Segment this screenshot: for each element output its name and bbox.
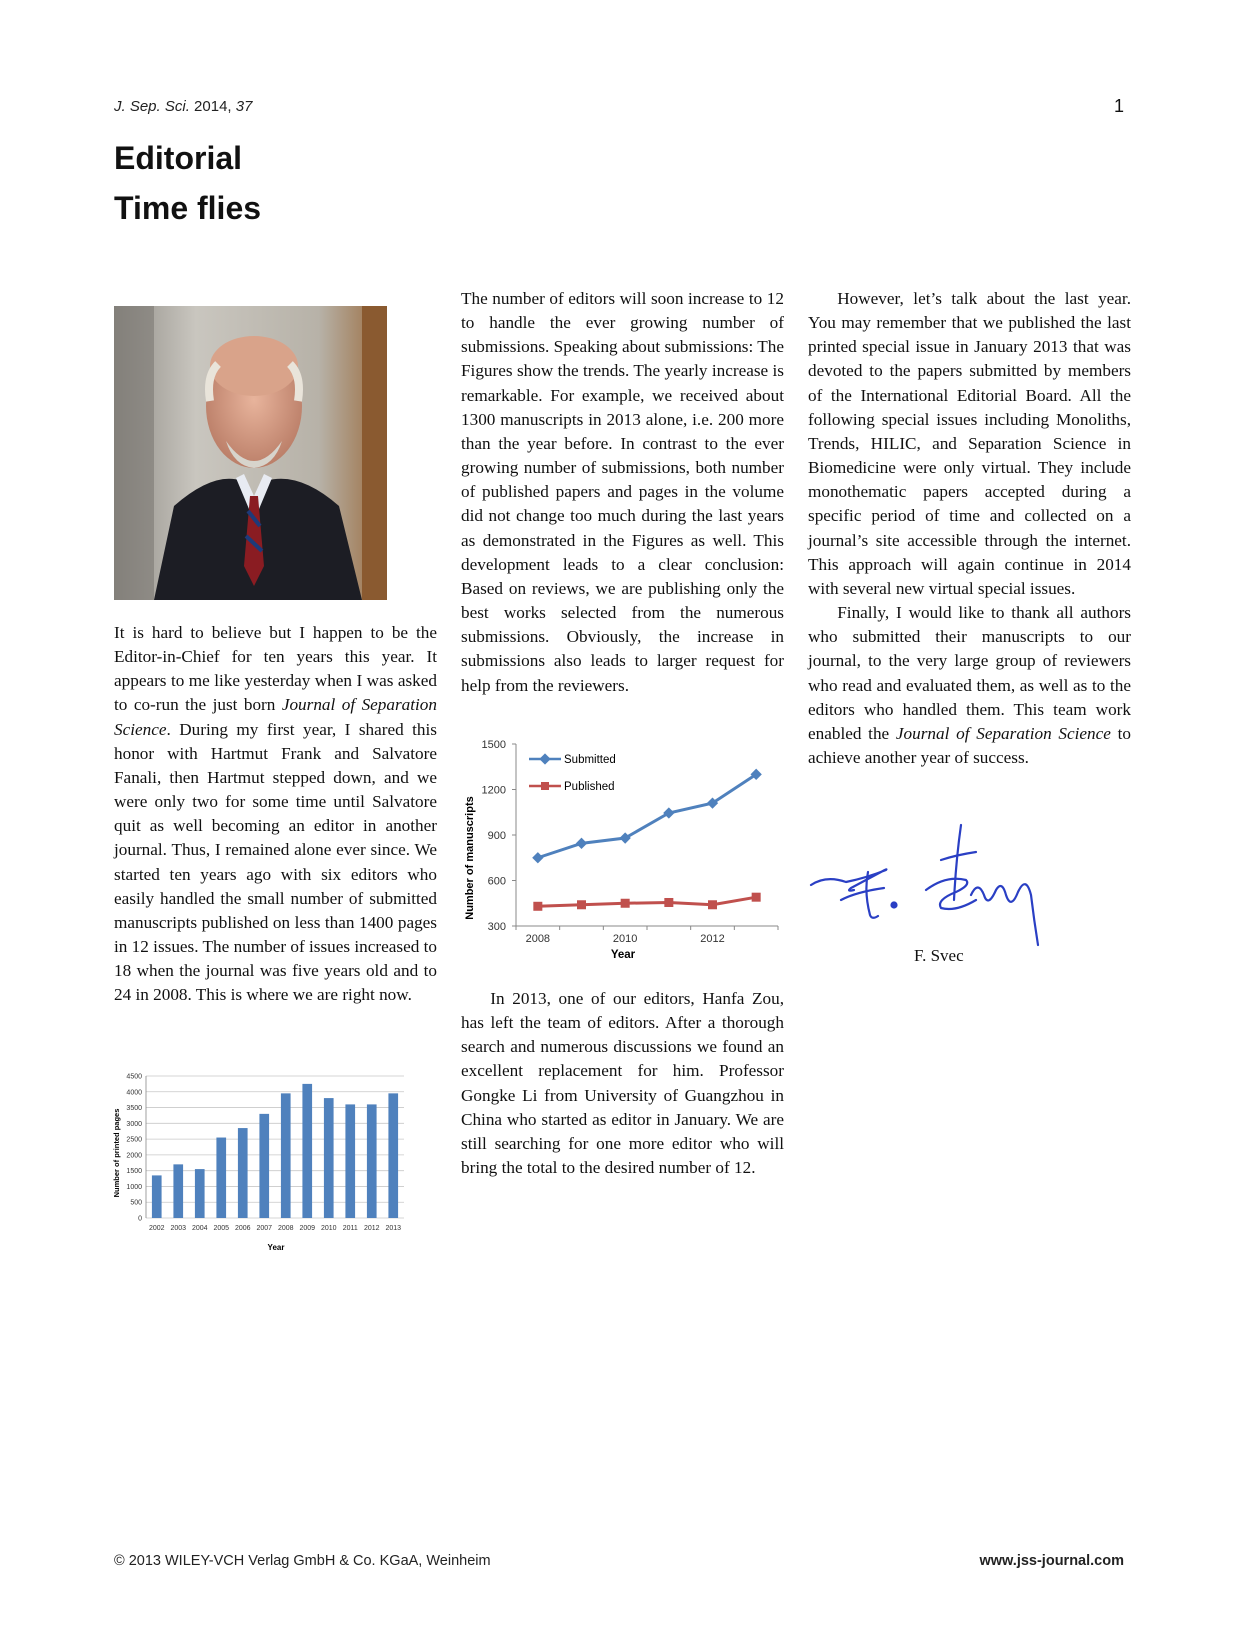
bar-chart-y-tick-label: 1500 (126, 1168, 142, 1176)
journal-volume: 37 (235, 98, 253, 115)
series-published-line (538, 897, 756, 906)
bar-2002 (152, 1175, 162, 1218)
journal-name-2: Journal of Separation Science (895, 723, 1111, 743)
bar-2010 (324, 1098, 334, 1218)
series-published-point (577, 900, 586, 909)
journal-url: www.jss-journal.com (979, 1553, 1124, 1569)
bar-chart-y-tick-label: 0 (138, 1215, 142, 1223)
author-photo-image (114, 306, 387, 600)
line-chart-x-tick-label: 2008 (525, 933, 551, 945)
bar-2007 (259, 1114, 269, 1218)
bar-chart-x-ticks (149, 1225, 401, 1232)
bar-2013 (388, 1093, 398, 1218)
col2-paragraph-1: The number of editors will soon increase to 12 to handle the ever growing number of submissions. Speaking about submissions: The Figures show the trends. The yearly increase is remarkable. For example, we received about 1300 manuscripts in 2013 alone, i.e. 200 more than the year before. In contrast to the ever growing number of submissions, both number of published papers and pages in the volume did not change too much during the last years as demonstrated in the Figures as well. This development leads to a clear conclusion: Based on reviews, we are publishing only the best works selected from the numerous submissions. Obviously, the increase in submissions also leads to larger request for help from the reviewers. (461, 289, 784, 695)
bar-2003 (173, 1164, 183, 1218)
series-published-point (533, 902, 542, 911)
col1-text-b: . During my first year, I shared this honor with Hartmut Frank and Salvatore Fanali, then Hartmut stepped down, and we were only two for some time until Salvatore quit as well becoming an editor in another journal. Thus, I remained alone ever since. We started ten years ago with six editors who easily handled the small number of submitted manuscripts published on less than 1400 pages in 12 issues. The number of issues increased to 18 when the journal was five years old and to 24 in 2008. This is where we are right now. (114, 719, 437, 1005)
bar-chart-x-tick-label: 2010 (320, 1225, 337, 1232)
journal-name: Journal of Separation Science (114, 695, 437, 739)
bar-chart-y-tick-label: 1000 (126, 1183, 142, 1191)
bar-chart-x-tick-label: 2008 (277, 1225, 294, 1232)
bar-chart-y-tick-label: 4500 (126, 1073, 142, 1081)
page-number: 1 (1113, 96, 1124, 116)
bar-chart-y-tick-label: 3500 (126, 1105, 142, 1113)
bar-chart-y-ticks (126, 1074, 142, 1223)
col1-paragraph (114, 621, 437, 1008)
col3-paragraph-1: However, let’s talk about the last year. You may remember that we published the last printed special issue in January 2013 that was devoted to the papers submitted by members of the International Editorial Board. All the following special issues including Monoliths, Trends, HILIC, and Separation Science in Biomedicine were only virtual. They include monothematic papers accepted during a specific period of time and collected on a journal’s site accessible through the internet. This approach will again continue in 2014 with several new virtual special issues. (808, 289, 1131, 598)
bar-chart-x-tick-label: 2013 (385, 1225, 402, 1232)
bar-chart-x-tick-label: 2003 (170, 1225, 187, 1232)
bar-chart-grid (146, 1076, 404, 1218)
author-photo (114, 306, 387, 600)
handwritten-signature (806, 820, 1066, 955)
bar-chart-x-tick-label: 2006 (234, 1225, 251, 1232)
copyright-notice: © 2013 WILEY-VCH Verlag GmbH & Co. KGaA, Weinheim (114, 1553, 491, 1569)
col1-text-a: It is hard to believe but I happen to be the Editor-in-Chief for ten years this year. It appears to me like yesterday when I was asked to co-run the just born (114, 623, 437, 715)
legend-submitted-marker (539, 753, 550, 764)
bar-2012 (367, 1104, 377, 1218)
journal-year: 2014, (194, 98, 232, 115)
series-published-point (621, 899, 630, 908)
legend-published-marker (541, 782, 549, 790)
series-published-point (708, 900, 717, 909)
bar-2011 (345, 1104, 355, 1218)
line-chart-y-tick-label: 300 (487, 921, 506, 933)
line-chart-y-tick-label: 600 (487, 875, 506, 888)
bar-chart-y-tick-label: 500 (130, 1199, 142, 1207)
article-title: Time flies (114, 190, 262, 226)
col3-text-b: to achieve another year of success. (808, 723, 1131, 767)
line-chart-x-tick-label: 2010 (612, 933, 638, 945)
bar-chart-y-tick-label: 4000 (126, 1089, 142, 1097)
line-chart-y-ticks (482, 739, 516, 933)
bar-chart-x-tick-label: 2011 (342, 1225, 358, 1232)
series-submitted-point (576, 838, 587, 849)
series-published-point (664, 898, 673, 907)
legend-submitted-label: Submitted (564, 754, 616, 766)
bar-chart-y-tick-label: 2500 (126, 1136, 142, 1144)
bar-2006 (238, 1128, 248, 1218)
journal-abbr: J. Sep. Sci. (114, 98, 190, 115)
bar-chart-y-tick-label: 3000 (126, 1120, 142, 1128)
printed-pages-bar-chart (110, 1068, 410, 1253)
line-chart-x-axis-label: Year (610, 949, 636, 960)
series-submitted-point (532, 852, 543, 863)
bar-2005 (216, 1138, 226, 1218)
col3-paragraph-2 (808, 601, 1131, 770)
line-chart-y-tick-label: 1200 (481, 784, 506, 797)
bar-chart-x-tick-label: 2012 (363, 1225, 380, 1232)
journal-citation (114, 98, 252, 115)
line-chart-x-tick-label: 2012 (700, 933, 725, 945)
bar-2004 (195, 1169, 205, 1218)
signature-name: F. Svec (914, 946, 964, 965)
line-chart-x-ticks (516, 926, 778, 945)
bar-chart-x-tick-label: 2002 (148, 1225, 165, 1232)
manuscripts-line-chart (460, 730, 790, 960)
bar-chart-y-tick-label: 2000 (126, 1152, 142, 1160)
bar-chart-x-tick-label: 2007 (256, 1225, 273, 1232)
line-chart-y-tick-label: 1500 (481, 739, 506, 751)
column-3 (808, 287, 1131, 770)
bar-chart-bars (152, 1084, 398, 1218)
bar-chart-x-tick-label: 2005 (213, 1225, 230, 1232)
series-published-point (752, 893, 761, 902)
bar-chart-x-tick-label: 2004 (191, 1225, 208, 1232)
col3-text-a: Finally, I would like to thank all authors who submitted their manuscripts to our journal, to the very large group of reviewers who read and evaluated them, as well as to the editors who handled them. This team work enabled the (808, 603, 1131, 743)
section-title: Editorial (114, 140, 243, 176)
col2-paragraph-2: In 2013, one of our editors, Hanfa Zou, has left the team of editors. After a thorough search and numerous discussions we found an excellent replacement for him. Professor Gongke Li from University of Guangzhou in China who started as editor in January. We are still searching for one more editor who will bring the total to the desired number of 12. (461, 989, 784, 1178)
bar-2009 (302, 1084, 312, 1218)
line-chart-y-axis-label: Number of manuscripts (464, 796, 476, 920)
legend-published-label: Published (564, 781, 615, 793)
line-chart-y-tick-label: 900 (487, 830, 506, 842)
bar-chart-y-axis-label: Number of printed pages (112, 1108, 121, 1198)
bar-chart-x-axis-label: Year (267, 1243, 285, 1252)
line-chart-legend (529, 753, 616, 793)
bar-2008 (281, 1093, 291, 1218)
bar-chart-x-tick-label: 2009 (299, 1225, 316, 1232)
